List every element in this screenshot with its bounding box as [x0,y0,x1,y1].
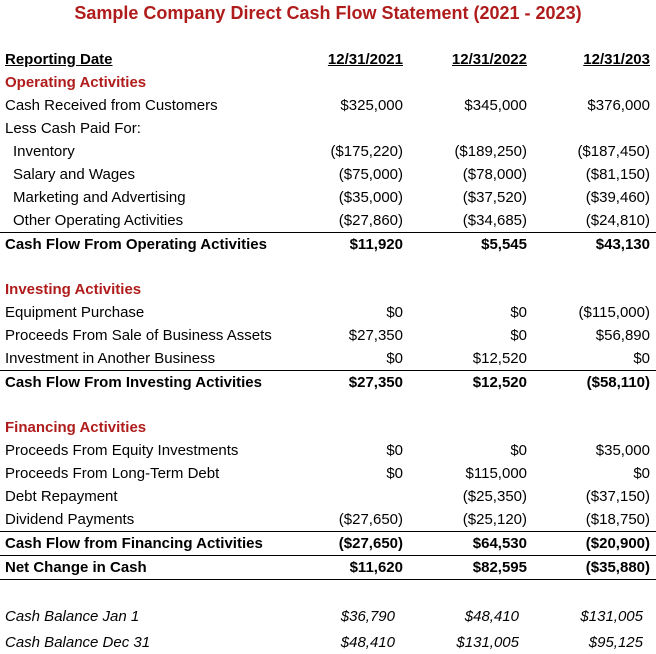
value-2021: $48,410 [340,634,395,651]
value-2021: ($27,650) [338,535,403,552]
row-label: Cash Balance Dec 31 [5,634,151,651]
table-row [0,324,656,347]
row-label: Cash Balance Jan 1 [5,608,140,625]
cash-balance-dec-row [0,631,656,654]
row-label: Cash Received from Customers [5,97,218,114]
header-col-2023: 12/31/203 [583,51,650,68]
value-2021: $36,790 [340,608,395,625]
row-label: Inventory [13,143,75,160]
value-2022: ($189,250) [454,143,527,160]
row-label: Cash Flow From Investing Activities [5,374,262,391]
table-row [0,94,656,117]
value-2023: ($37,150) [585,488,650,505]
value-2023: ($115,000) [578,304,650,321]
value-2022: $345,000 [464,97,527,114]
value-2021: ($75,000) [338,166,403,183]
row-label: Proceeds From Equity Investments [5,442,239,459]
value-2021: $0 [386,304,403,321]
value-2023: $43,130 [595,236,650,253]
value-2022: $131,005 [456,634,519,651]
value-2022: ($78,000) [462,166,527,183]
table-row [0,163,656,186]
header-label: Reporting Date [5,51,113,68]
value-2022: $64,530 [472,535,527,552]
value-2021: $0 [386,465,403,482]
value-2022: ($25,120) [462,511,527,528]
table-row [0,186,656,209]
value-2023: $131,005 [580,608,643,625]
table-row [0,485,656,508]
value-2022: $82,595 [472,559,527,576]
row-label: Debt Repayment [5,488,118,505]
value-2023: $0 [633,350,650,367]
value-2023: $56,890 [595,327,650,344]
value-2023: ($39,460) [585,189,650,206]
value-2021: ($27,650) [338,511,403,528]
financing-section-row [0,416,656,439]
value-2022: ($25,350) [462,488,527,505]
table-row [0,347,656,370]
value-2022: $0 [510,304,527,321]
value-2021: $27,350 [348,327,403,344]
row-label: Salary and Wages [13,166,136,183]
report-title: Sample Company Direct Cash Flow Statement (2021 - 2023) [74,3,582,23]
table-row [0,508,656,531]
value-2021: ($175,220) [330,143,403,160]
table-row [0,117,656,140]
value-2023: ($187,450) [577,143,650,160]
table-row [0,439,656,462]
financing-total-row [0,531,656,555]
row-label: Net Change in Cash [5,559,147,576]
operating-section-title: Operating Activities [5,74,147,91]
cash-balance-jan-row [0,605,656,628]
financing-section-title: Financing Activities [5,419,147,436]
header-col-2022: 12/31/2022 [451,51,527,68]
value-2023: ($24,810) [585,212,650,229]
table-row [0,140,656,163]
row-label: Less Cash Paid For: [5,120,141,137]
row-label: Dividend Payments [5,511,135,528]
investing-section-row [0,278,656,301]
value-2021: $0 [386,442,403,459]
row-label: Cash Flow from Financing Activities [5,535,263,552]
table-row [0,209,656,232]
operating-total-row [0,232,656,256]
net-change-row [0,555,656,580]
header-row [0,48,656,71]
header-col-2021: 12/31/2021 [327,51,403,68]
value-2023: ($58,110) [586,374,650,391]
table-row [0,462,656,485]
investing-section-title: Investing Activities [5,281,142,298]
value-2021: $325,000 [340,97,403,114]
value-2023: $376,000 [587,97,650,114]
value-2023: ($18,750) [585,511,650,528]
operating-section-row [0,71,656,94]
value-2022: $48,410 [464,608,519,625]
value-2022: $0 [510,442,527,459]
value-2022: ($34,685) [462,212,527,229]
investing-total-row [0,370,656,394]
value-2021: ($27,860) [338,212,403,229]
value-2022: $12,520 [472,374,527,391]
value-2021: ($35,000) [338,189,403,206]
value-2021: $0 [386,350,403,367]
row-label: Cash Flow From Operating Activities [5,236,267,253]
row-label: Marketing and Advertising [13,189,186,206]
value-2023: $35,000 [595,442,650,459]
value-2023: ($20,900) [585,535,650,552]
value-2021: $27,350 [348,374,403,391]
value-2023: ($81,150) [585,166,650,183]
table-row [0,301,656,324]
value-2022: $115,000 [465,465,527,482]
row-label: Other Operating Activities [13,212,184,229]
row-label: Proceeds From Sale of Business Assets [5,327,272,344]
value-2021: $11,920 [349,236,403,253]
value-2023: $95,125 [588,634,643,651]
value-2021: $11,620 [349,559,403,576]
value-2023: $0 [633,465,650,482]
value-2022: $12,520 [472,350,527,367]
value-2022: $5,545 [481,236,527,253]
value-2022: ($37,520) [462,189,527,206]
row-label: Equipment Purchase [5,304,145,321]
value-2023: ($35,880) [585,559,650,576]
value-2022: $0 [510,327,527,344]
row-label: Investment in Another Business [5,350,216,367]
row-label: Proceeds From Long-Term Debt [5,465,220,482]
